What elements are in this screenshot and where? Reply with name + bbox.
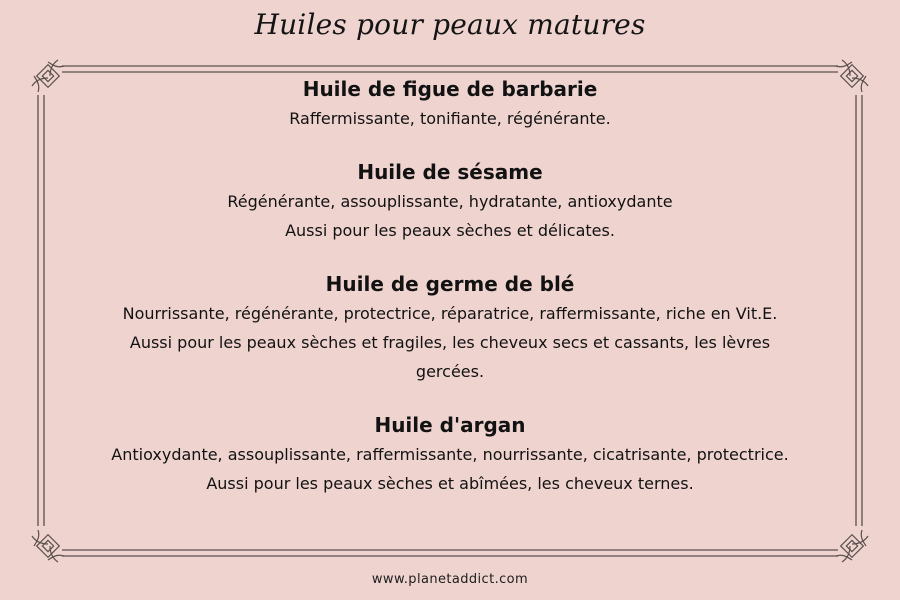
- oil-description-line: Antioxydante, assouplissante, raffermissante, nourrissante, cicatrisante, protectrice.: [111, 445, 789, 464]
- oil-section-figue-de-barbarie: [60, 74, 840, 133]
- oil-description-line: Raffermissante, tonifiante, régénérante.: [289, 109, 611, 128]
- corner-ornament-bottom-left: [28, 520, 74, 566]
- oil-name: Huile de figue de barbarie: [302, 77, 598, 101]
- oil-description-line: Aussi pour les peaux sèches et abîmées, les cheveux ternes.: [206, 474, 694, 493]
- oil-name: Huile de germe de blé: [325, 272, 575, 296]
- oil-section-germe-de-ble: [60, 269, 840, 386]
- oil-description-line: Aussi pour les peaux sèches et délicates.: [285, 221, 615, 240]
- oil-description-line: gercées.: [415, 362, 485, 381]
- oil-list: [60, 74, 840, 498]
- oil-description-line: Régénérante, assouplissante, hydratante, antioxydante: [227, 192, 673, 211]
- oil-section-sesame: [60, 157, 840, 245]
- oil-name: Huile de sésame: [357, 160, 543, 184]
- oil-name: Huile d'argan: [374, 413, 526, 437]
- oil-section-argan: [60, 410, 840, 498]
- oil-description-line: Aussi pour les peaux sèches et fragiles, les cheveux secs et cassants, les lèvres: [129, 333, 771, 352]
- oil-description-line: Nourrissante, régénérante, protectrice, réparatrice, raffermissante, riche en Vit.E.: [122, 304, 778, 323]
- page-title: Huiles pour peaux matures: [254, 8, 646, 41]
- corner-ornament-bottom-right: [826, 520, 872, 566]
- footer-website: www.planetaddict.com: [371, 572, 529, 587]
